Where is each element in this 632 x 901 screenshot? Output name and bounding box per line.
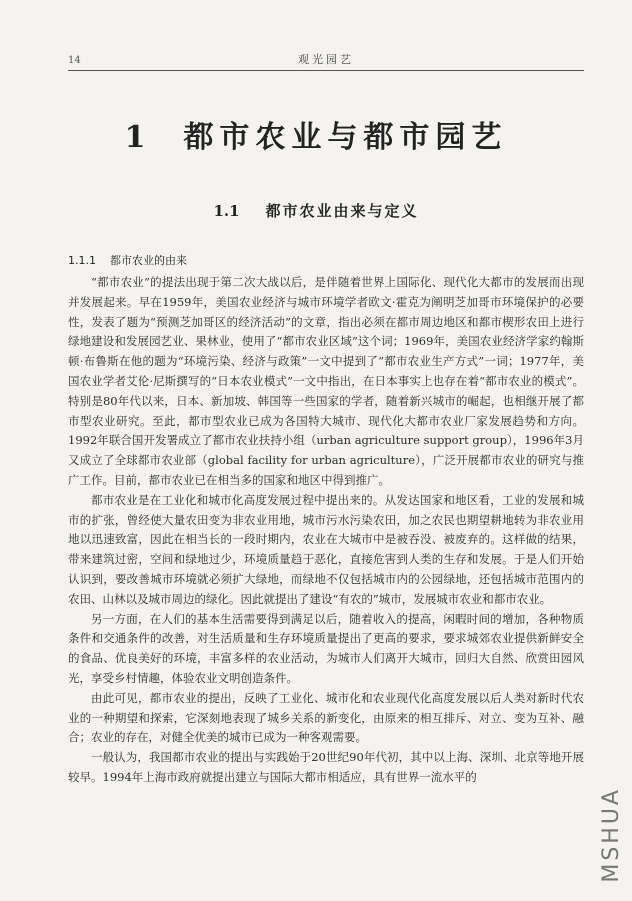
paragraph: 都市农业是在工业化和城市化高度发展过程中提出来的。从发达国家和地区看，工业的发展和城市的扩张，曾经使大量农田变为非农业用地，城市污水污染农田，加之农民也期望耕地转为非农业用地以迅速致富，因此在相当长的一段时期内，农业在大城市中是被吞没、被废弃的。这样做的结果，带来建筑过密，空间和绿地过少，环境质量趋于恶化，直接危害到人类的生存和发展。于是人们开始认识到，要改善城市环境就必须扩大绿地，而绿地不仅包括城市内的公园绿地，还包括城市范围内的农田、山林以及城市周边的绿化。因此就提出了建设“有农的”城市，发展城市农业和都市农业。 <box>68 492 584 606</box>
subsection-number: 1.1.1 <box>68 254 96 267</box>
paragraph: 另一方面，在人们的基本生活需要得到满足以后，随着收入的提高，闲暇时间的增加，各种物质条件和交通条件的改善，对生活质量和生存环境质量提出了更高的要求，要求城郊农业提供新鲜安全的食品、优良美好的环境，丰富多样的农业活动，为城市人们离开大城市，回归大自然、欣赏田园风光，享受乡村情趣，体验农业文明创造条件。 <box>68 611 584 685</box>
section-heading <box>0 200 632 221</box>
section-title: 都市农业由来与定义 <box>265 202 419 220</box>
subsection-title: 都市农业的由来 <box>110 254 187 267</box>
chapter-number: 1 <box>124 120 146 155</box>
page-number: 14 <box>68 55 81 66</box>
running-title: 观光园艺 <box>298 53 354 66</box>
page-header <box>68 48 584 71</box>
chapter-title: 都市农业与都市园艺 <box>183 120 508 155</box>
paragraph: 由此可见，都市农业的提出，反映了工业化、城市化和农业现代化高度发展以后人类对新时代农业的一种期望和探索，它深刻地表现了城乡关系的新变化，由原来的相互排斥、对立、变为互补、融合；农业的存在，对健全优美的城市已成为一种客观需要。 <box>68 690 584 745</box>
chapter-heading <box>0 112 632 156</box>
paragraph: 一般认为，我国都市农业的提出与实践始于20世纪90年代初，其中以上海、深圳、北京等地开展较早。1994年上海市政府就提出建立与国际大都市相适应，具有世界一流水平的 <box>68 750 584 784</box>
body-text <box>68 273 584 788</box>
watermark: MSHUA <box>599 787 624 883</box>
paragraph: “都市农业”的提法出现于第二次大战以后，是伴随着世界上国际化、现代化大都市的发展而出现并发展起来。早在1959年，美国农业经济与城市环境学者欧文·霍克为阐明芝加哥市环境保护的必要性，发表了题为“预测芝加哥区的经济活动”的文章，指出必须在都市周边地区和都市楔形农田上进行绿地建设和发展园艺业、果林业，使用了“都市农业区域”这个词；1969年，美国农业经济学家约翰斯顿·布鲁斯在他的题为“环境污染、经济与政策”一文中提到了“都市农业生产方式”一词；1977年，美国农业学者艾伦·尼斯撰写的“日本农业模式”一文中指出，在日本事实上也存在着“都市农业的模式”。特别是80年代以来，日本、新加坡、韩国等一些国家的学者，随着新兴城市的崛起，也相继开展了都市型农业研究。至此，都市型农业已成为各国特大城市、现代化大都市农业厂家发展趋势和方向。1992年联合国开发署成立了都市农业扶持小组（urban agriculture support group），1996年3月又成立了全球都市农业部（global facility for urban agriculture），广泛开展都市农业的研究与推广工作。目前，都市农业已在相当多的国家和地区中得到推广。 <box>68 275 584 487</box>
section-number: 1.1 <box>213 202 240 220</box>
subsection-heading <box>68 252 187 268</box>
